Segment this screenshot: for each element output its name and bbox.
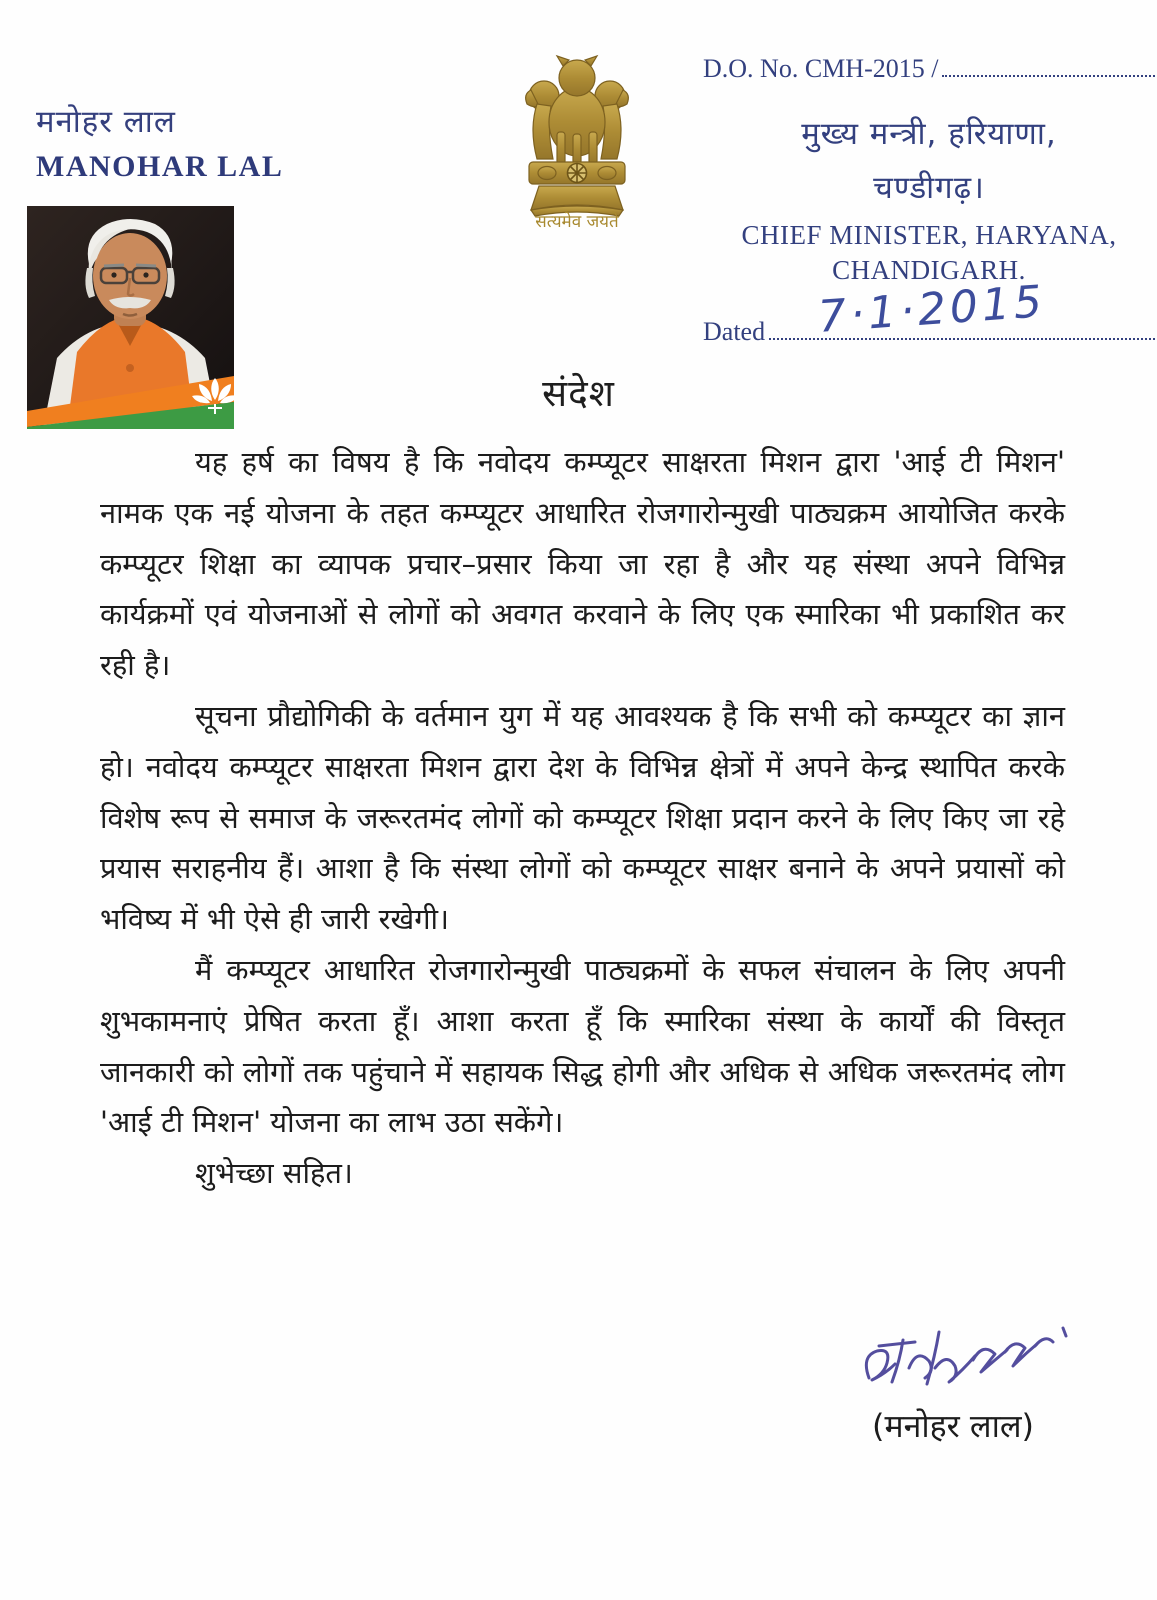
signature-name-typed: (मनोहर लाल) <box>871 1407 1035 1445</box>
sender-name-hindi: मनोहर लाल <box>36 104 176 140</box>
office-english-line1: CHIEF MINISTER, HARYANA, <box>741 220 1117 251</box>
letter-heading: संदेश <box>542 372 615 415</box>
closing-line: शुभेच्छा सहित। <box>195 1156 353 1191</box>
dotted-line <box>942 50 1155 77</box>
office-english-line2: CHANDIGARH. <box>832 255 1026 286</box>
paragraph-3: मैं कम्प्यूटर आधारित रोजगारोन्मुखी पाठ्यक्रमों के सफल संचालन के लिए अपनी शुभकामनाएं प्रेषित करता हूँ। आशा करता हूँ कि स्मारिका संस्था के कार्यों की विस्तृत जानकारी को लोगों तक पहुंचाने में सहायक सिद्ध होगी और अधिक से अधिक जरूरतमंद लोग 'आई टी मिशन' योजना का लाभ उठा सकेंगे। <box>100 952 1065 1140</box>
letter-body <box>100 437 1065 1199</box>
sender-name-english: MANOHAR LAL <box>36 150 284 183</box>
sender-name-block <box>36 100 283 184</box>
dated-label: Dated <box>703 316 766 346</box>
handwritten-signature <box>845 1316 1095 1408</box>
office-hindi-line1: मुख्य मन्त्री, हरियाणा, <box>801 116 1057 153</box>
signature-scribble <box>845 1316 1095 1408</box>
do-number-line <box>703 50 1155 84</box>
paragraph-2: सूचना प्रौद्योगिकी के वर्तमान युग में यह आवश्यक है कि सभी को कम्प्यूटर का ज्ञान हो। नवोदय कम्प्यूटर साक्षरता मिशन द्वारा देश के विभिन्न क्षेत्रों में अपने केन्द्र स्थापित करके विशेष रूप से समाज के जरूरतमंद लोगों को कम्प्यूटर शिक्षा प्रदान करने के लिए किए जा रहे प्रयास सराहनीय हैं। आशा है कि संस्था लोगों को कम्प्यूटर साक्षर बनाने के अपने प्रयासों को भविष्य में भी ऐसे ही जारी रखेगी। <box>100 698 1065 937</box>
paragraph-1: यह हर्ष का विषय है कि नवोदय कम्प्यूटर साक्षरता मिशन द्वारा 'आई टी मिशन' नामक एक नई योजना के तहत कम्प्यूटर आधारित रोजगारोन्मुखी पाठ्यक्रम आयोजित करके कम्प्यूटर शिक्षा का व्यापक प्रचार–प्रसार किया जा रहा है और यह संस्था अपने विभिन्न कार्यक्रमों एवं योजनाओं से लोगों को अवगत करवाने के लिए एक स्मारिका भी प्रकाशित कर रही है। <box>100 445 1065 683</box>
office-address-block <box>703 112 1155 286</box>
ashoka-emblem-icon <box>487 34 667 230</box>
dated-line <box>703 276 1155 346</box>
office-hindi-line2: चण्डीगढ़। <box>873 170 985 207</box>
do-number-text: D.O. No. CMH-2015 / <box>703 54 939 84</box>
handwritten-date: 7·1·2015 <box>816 276 1048 344</box>
emblem-motto: सत्यमेव जयते <box>535 212 619 230</box>
national-emblem <box>487 34 667 230</box>
letter-header-right <box>703 50 1155 347</box>
